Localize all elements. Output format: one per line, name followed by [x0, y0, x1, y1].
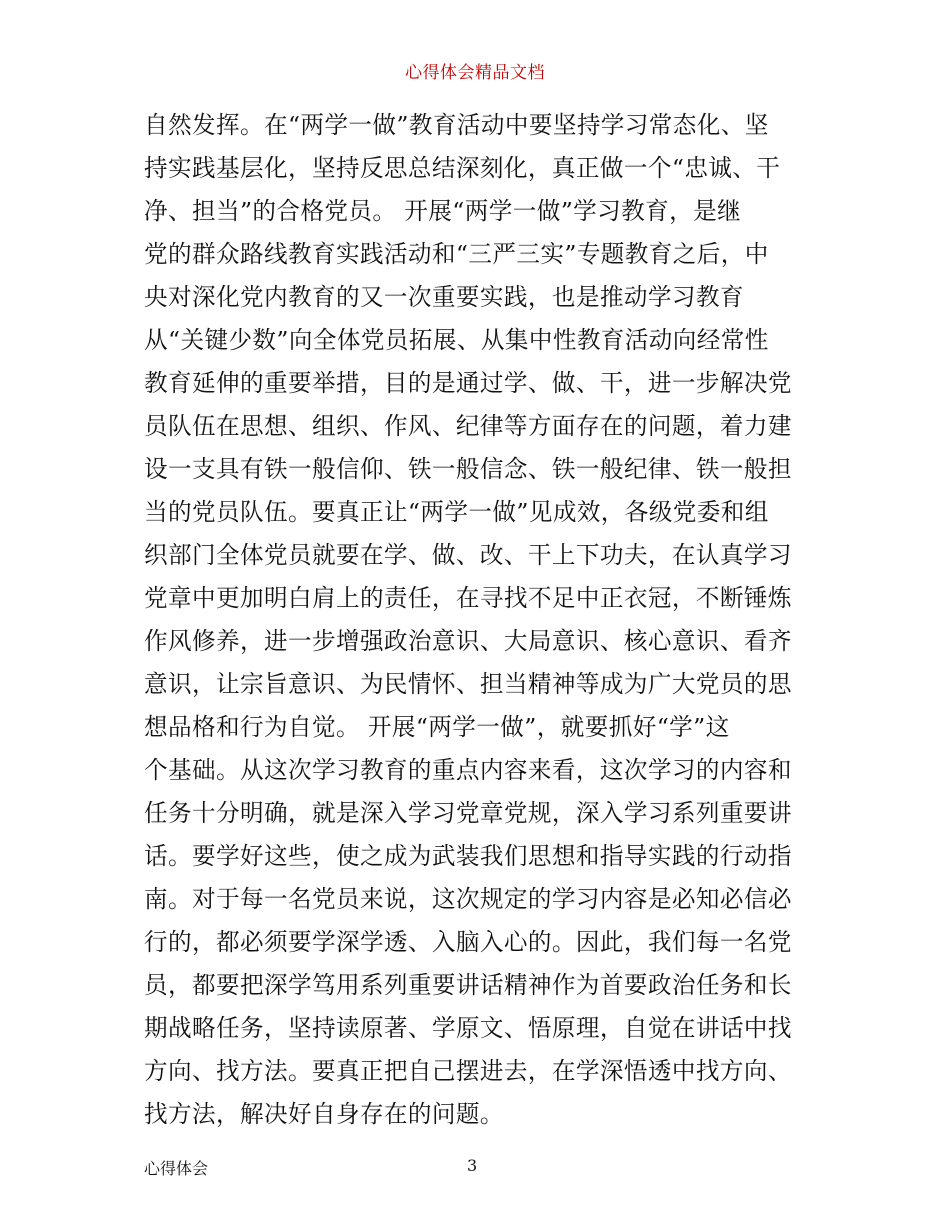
text-line: 党章中更加明白肩上的责任，在寻找不足中正衣冠，不断锤炼	[144, 584, 792, 612]
text-line: 员，都要把深学笃用系列重要讲话精神作为首要政治任务和长	[144, 971, 792, 999]
page-header-title: 心得体会精品文档	[405, 63, 545, 83]
text-line: 话。要学好这些，使之成为武装我们思想和指导实践的行动指	[144, 842, 792, 870]
text-line: 行的，都必须要学深学透、入脑入心的。因此，我们每一名党	[144, 928, 792, 956]
text-line: 个基础。从这次学习教育的重点内容来看，这次学习的内容和	[144, 756, 792, 784]
text-line: 持实践基层化，坚持反思总结深刻化，真正做一个“忠诚、干	[144, 154, 781, 182]
page-number: 3	[467, 1156, 478, 1175]
text-line: 织部门全体党员就要在学、做、改、干上下功夫，在认真学习	[144, 541, 792, 569]
text-line: 找方法，解决好自身存在的问题。	[144, 1100, 504, 1128]
body-text	[144, 104, 824, 1136]
text-line: 设一支具有铁一般信仰、铁一般信念、铁一般纪律、铁一般担	[144, 455, 792, 483]
text-line: 作风修养，进一步增强政治意识、大局意识、核心意识、看齐	[144, 627, 792, 655]
text-line: 员队伍在思想、组织、作风、纪律等方面存在的问题，着力建	[144, 412, 792, 440]
footer-label: 心得体会	[144, 1159, 209, 1178]
text-line: 南。对于每一名党员来说，这次规定的学习内容是必知必信必	[144, 885, 792, 913]
text-line: 任务十分明确，就是深入学习党章党规，深入学习系列重要讲	[144, 799, 792, 827]
text-line: 意识，让宗旨意识、为民情怀、担当精神等成为广大党员的思	[144, 670, 792, 698]
text-line: 从“关键少数”向全体党员拓展、从集中性教育活动向经常性	[144, 326, 769, 354]
text-line: 教育延伸的重要举措，目的是通过学、做、干，进一步解决党	[144, 369, 792, 397]
text-line: 净、担当”的合格党员。 开展“两学一做”学习教育，是继	[144, 197, 742, 225]
text-line: 期战略任务，坚持读原著、学原文、悟原理，自觉在讲话中找	[144, 1014, 792, 1042]
text-line: 想品格和行为自觉。 开展“两学一做”，就要抓好“学”这	[144, 713, 730, 741]
text-line: 央对深化党内教育的又一次重要实践，也是推动学习教育	[144, 283, 744, 311]
text-line: 党的群众路线教育实践活动和“三严三实”专题教育之后，中	[144, 240, 769, 268]
text-line: 方向、找方法。要真正把自己摆进去，在学深悟透中找方向、	[144, 1057, 792, 1085]
text-line: 自然发挥。在“两学一做”教育活动中要坚持学习常态化、坚	[144, 111, 769, 139]
text-line: 当的党员队伍。要真正让“两学一做”见成效，各级党委和组	[144, 498, 769, 526]
